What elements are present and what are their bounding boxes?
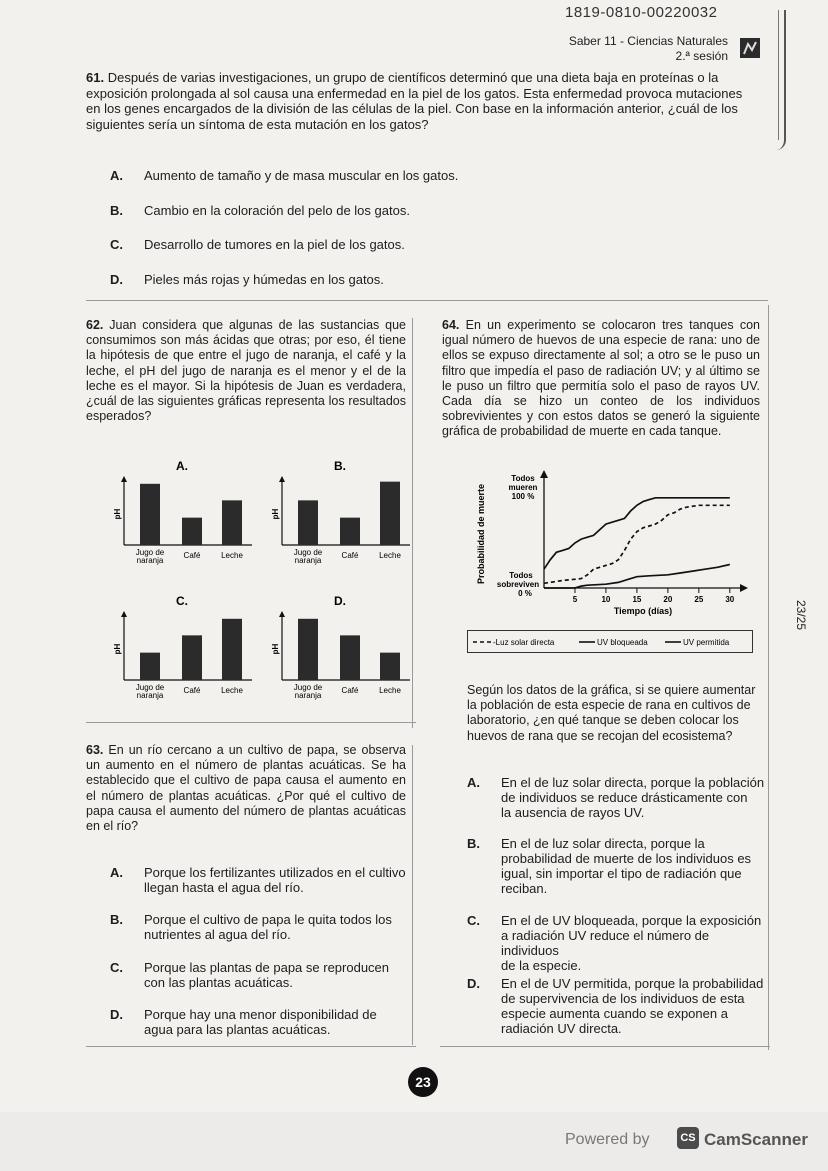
booklet-code: 1819-0810-00220032 <box>565 4 718 21</box>
ph-chart-c <box>113 594 252 700</box>
q63-option-d-line-1: Porque hay una menor disponibilidad de <box>144 1007 377 1022</box>
q63-option-b-letter: B. <box>110 912 123 927</box>
x-axis-arrow <box>740 584 748 592</box>
q63-option-c-text <box>144 960 389 990</box>
ph-chart-b-cat-milk: Leche <box>379 551 401 560</box>
x-tick-label-0: 5 <box>572 595 578 604</box>
y-axis-label: Probabilidad de muerte <box>476 483 486 585</box>
camscanner-name: CamScanner <box>704 1130 808 1149</box>
question-64-text: En un experimento se colocaron tres tanques con igual número de huevos de una especie de rana: uno de ellos se expuso directamente al sol; a otro se le puso un filtro que impedía el paso de radiación UV; y al último se le puso un filtro que permitía solo el paso de rayos UV. Cada día se hizo un conteo de los individuos sobrevivientes y con estos datos se generó la siguiente gráfica de probabilidad de muerte en cada tanque. <box>442 318 760 439</box>
ph-chart-b-bar-1 <box>340 518 360 545</box>
q64-option-b-text <box>501 836 751 896</box>
exam-title <box>569 34 728 64</box>
q61-option-c-letter: C. <box>110 237 123 252</box>
x-tick-label-5: 30 <box>725 595 735 604</box>
question-64-number: 64. <box>442 318 460 332</box>
ph-chart-b <box>271 459 410 565</box>
ph-chart-c-bar-1 <box>182 635 202 680</box>
exam-title-line-1: Saber 11 - Ciencias Naturales <box>568 34 728 48</box>
chart-legend <box>467 630 753 654</box>
ph-chart-d-cat-coffee: Café <box>341 686 359 695</box>
q64-option-d-line-3: especie aumenta cuando se exponen a <box>501 1006 728 1021</box>
ph-chart-c-bar-0 <box>140 653 160 680</box>
ph-chart-b-bar-2 <box>380 482 400 545</box>
q64-option-d-text <box>501 976 763 1036</box>
ph-chart-a-ph-label: pH <box>113 508 122 520</box>
ph-chart-a-bar-0 <box>140 484 160 545</box>
q64-option-a-line-2: de individuos se reduce drásticamente con <box>501 790 748 805</box>
x-tick-label-1: 10 <box>601 595 611 604</box>
q61-option-b-letter: B. <box>110 203 123 218</box>
q63-option-c-line-1: Porque las plantas de papa se reproducen <box>144 960 390 975</box>
series-uv-allowed-line <box>544 565 730 589</box>
q64-option-d-letter: D. <box>467 976 480 991</box>
q63-option-a-line-1: Porque los fertilizantes utilizados en el cultivo <box>144 865 406 880</box>
ph-chart-d-ph-label: pH <box>271 643 280 655</box>
ph-chart-a-label: A. <box>176 459 188 473</box>
powered-by-text: Powered by <box>565 1131 650 1148</box>
q64-option-b-line-3: igual, sin importar el tipo de radiación que <box>501 866 742 881</box>
ph-chart-c-bar-2 <box>222 619 242 680</box>
section-divider-62 <box>86 722 416 723</box>
column-divider-62 <box>412 318 413 728</box>
q61-option-b-text: Cambio en la coloración del pelo de los gatos. <box>144 203 410 218</box>
ph-chart-a-cat-juice-2: naranja <box>136 556 164 565</box>
question-62 <box>86 318 406 424</box>
ph-chart-d-y-arrow <box>279 611 285 617</box>
question-62-text: Juan considera que algunas de las sustancias que consumimos son más ácidas que otras; por eso, él tiene la hipótesis de que entre el jugo de naranja, el café y la leche, el pH del jugo de naranja es el menor y el de la leche es el mayor. Si la hipótesis de Juan es verdadera, ¿cuál de las siguientes gráficas representa los resultados esperados? <box>86 318 406 424</box>
ph-chart-c-ph-label: pH <box>113 643 122 655</box>
ph-chart-b-cat-juice-1: Jugo de <box>293 548 323 557</box>
q61-option-c-text: Desarrollo de tumores en la piel de los gatos. <box>144 237 405 252</box>
ph-chart-d <box>271 594 410 700</box>
y-top-label-2: mueren <box>508 483 538 492</box>
section-divider-63 <box>86 1046 416 1047</box>
ph-chart-c-y-arrow <box>121 611 127 617</box>
ph-chart-a-cat-juice-1: Jugo de <box>135 548 165 557</box>
q64-option-c-line-2: a radiación UV reduce el número de individuos <box>501 928 710 958</box>
legend-label-uv-allowed: UV permitida <box>683 638 730 647</box>
q64-option-a-line-1: En el de luz solar directa, porque la población <box>501 775 765 790</box>
q64-option-a-letter: A. <box>467 775 480 790</box>
legend-label-sunlight: -Luz solar directa <box>493 638 555 647</box>
q63-option-a-text <box>144 865 406 895</box>
question-62-number: 62. <box>86 318 104 332</box>
x-tick-label-4: 25 <box>694 595 704 604</box>
ph-chart-b-label: B. <box>334 459 346 473</box>
ph-chart-d-bar-0 <box>298 619 318 680</box>
question-63 <box>86 743 406 834</box>
ph-chart-c-cat-coffee: Café <box>183 686 201 695</box>
ph-chart-d-cat-juice-1: Jugo de <box>293 683 323 692</box>
ph-chart-c-cat-juice-2: naranja <box>136 691 164 700</box>
section-divider <box>86 300 768 301</box>
y-top-label-3: 100 % <box>511 492 535 501</box>
ph-chart-a-y-arrow <box>121 476 127 482</box>
y-top-label-1: Todos <box>511 474 535 483</box>
page-number: 23 <box>408 1067 438 1097</box>
q63-option-d-line-2: agua para las plantas acuáticas. <box>144 1022 331 1037</box>
q64-option-a-line-3: la ausencia de rayos UV. <box>501 805 645 820</box>
ph-chart-d-bar-1 <box>340 635 360 680</box>
x-tick-label-3: 20 <box>663 595 673 604</box>
side-page-code: 23/25 <box>794 600 808 631</box>
y-bottom-label-2: sobreviven <box>496 580 540 589</box>
q63-option-d-letter: D. <box>110 1007 123 1022</box>
q64-option-b-line-4: reciban. <box>501 881 548 896</box>
ph-chart-a <box>113 459 252 565</box>
series-uv-blocked-line <box>544 498 730 569</box>
question-61-text: Después de varias investigaciones, un grupo de científicos determinó que una dieta baja en proteínas o la exposición prolongada al sol causa una enfermedad en la piel de los gatos. Esta enfermedad provoca mutaciones en los genes encargados de la división de las células de la piel. Con base en la información anterior, ¿cuál de los siguientes sería un síntoma de esta mutación en los gatos? <box>86 70 743 132</box>
q61-option-d-text: Pieles más rojas y húmedas en los gatos. <box>144 272 384 287</box>
q61-option-a-text: Aumento de tamaño y de masa muscular en los gatos. <box>144 168 459 183</box>
q64-option-a-text <box>501 775 764 820</box>
series-sunlight-line <box>544 505 730 583</box>
question-61-number: 61. <box>86 70 105 85</box>
ph-chart-c-cat-milk: Leche <box>221 686 243 695</box>
q64-option-c-line-3: de la especie. <box>501 958 582 973</box>
margin-bracket <box>758 10 786 150</box>
question-63-number: 63. <box>86 743 104 757</box>
q64-option-c-text <box>501 913 767 973</box>
q64-option-d-line-1: En el de UV permitida, porque la probabilidad <box>501 976 764 991</box>
camscanner-logo-icon: CS <box>677 1127 699 1149</box>
ph-chart-a-cat-coffee: Café <box>183 551 201 560</box>
q63-option-c-line-2: con las plantas acuáticas. <box>144 975 293 990</box>
exam-session: 2.ª sesión <box>675 49 728 63</box>
q63-option-a-letter: A. <box>110 865 123 880</box>
ph-chart-d-cat-milk: Leche <box>379 686 401 695</box>
question-63-text: En un río cercano a un cultivo de papa, se observa un aumento en el número de plantas acuáticas. Se ha establecido que el cultivo de papa causa el aumento en el número de plantas acuáticas. ¿Por qué el cultivo de papa causa el aumento del número de plantas acuáticas en el río? <box>86 743 406 834</box>
x-axis-label: Tiempo (días) <box>613 606 673 616</box>
ph-chart-b-bar-0 <box>298 500 318 545</box>
x-tick-label-2: 15 <box>632 595 642 604</box>
ph-chart-c-label: C. <box>176 594 188 608</box>
q63-option-d-text <box>144 1007 377 1037</box>
q63-option-b-text <box>144 912 392 942</box>
column-divider-63 <box>412 745 413 1045</box>
y-axis-arrow <box>540 470 548 478</box>
ph-chart-b-cat-coffee: Café <box>341 551 359 560</box>
ph-chart-a-cat-milk: Leche <box>221 551 243 560</box>
q63-option-b-line-2: nutrientes al agua del río. <box>144 927 291 942</box>
column-divider-64 <box>768 305 769 1050</box>
ph-chart-b-y-arrow <box>279 476 285 482</box>
q64-option-d-line-2: de supervivencia de los individuos de esta <box>501 991 745 1006</box>
q61-option-d-letter: D. <box>110 272 123 287</box>
section-divider-64 <box>440 1046 770 1047</box>
q64-option-b-letter: B. <box>467 836 480 851</box>
q63-option-a-line-2: llegan hasta el agua del río. <box>144 880 304 895</box>
q64-option-b-line-1: En el de luz solar directa, porque la <box>501 836 705 851</box>
ph-charts-group <box>100 455 410 720</box>
q61-option-a-letter: A. <box>110 168 123 183</box>
q64-option-b-line-2: probabilidad de muerte de los individuos es <box>501 851 752 866</box>
q64-option-c-line-1: En el de UV bloqueada, porque la exposición <box>501 913 762 928</box>
ph-chart-b-ph-label: pH <box>271 508 280 520</box>
ph-chart-a-bar-2 <box>222 500 242 545</box>
ph-chart-b-cat-juice-2: naranja <box>294 556 322 565</box>
q63-option-c-letter: C. <box>110 960 123 975</box>
legend-label-uv-blocked: UV bloqueada <box>597 638 648 647</box>
mortality-line-chart <box>466 466 766 656</box>
question-64-prompt: Según los datos de la gráfica, si se quiere aumentar la población de esta especie de rana en cultivos de laboratorio, ¿en qué tanque se deben colocar los huevos de rana que se recojan del ecosistema? <box>467 683 756 743</box>
ph-chart-c-cat-juice-1: Jugo de <box>135 683 165 692</box>
y-bottom-label-1: Todos <box>509 571 533 580</box>
ph-chart-d-cat-juice-2: naranja <box>294 691 322 700</box>
question-64 <box>442 318 760 440</box>
question-61 <box>86 70 758 132</box>
ph-chart-a-bar-1 <box>182 518 202 545</box>
q63-option-b-line-1: Porque el cultivo de papa le quita todos los <box>144 912 392 927</box>
q64-option-c-letter: C. <box>467 913 480 928</box>
q64-option-d-line-4: radiación UV directa. <box>501 1021 622 1036</box>
ph-chart-d-label: D. <box>334 594 346 608</box>
ph-chart-d-bar-2 <box>380 653 400 680</box>
y-bottom-label-3: 0 % <box>518 589 532 598</box>
